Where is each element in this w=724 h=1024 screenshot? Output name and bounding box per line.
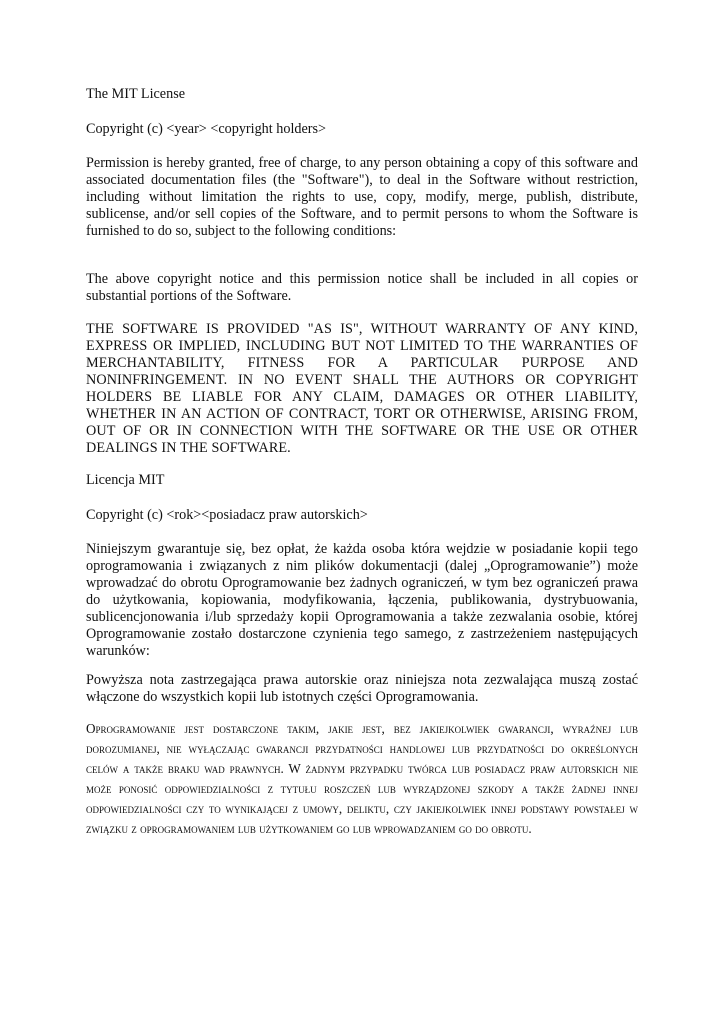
copyright-line-en: Copyright (c) <year> <copyright holders> — [86, 121, 327, 137]
disclaimer-paragraph-en: THE SOFTWARE IS PROVIDED "AS IS", WITHOUT WARRANTY OF ANY KIND, EXPRESS OR IMPLIED, INCLUDING BUT NOT LIMITED TO THE WARRANTIES OF MERCHANTABILITY, FITNESS FOR A PARTICULAR PURPOSE AND NONINFRINGEMENT. IN NO EVENT SHALL THE AUTHORS OR COPYRIGHT HOLDERS BE LIABLE FOR ANY CLAIM, DAMAGES OR OTHER LIABILITY, WHETHER IN AN ACTION OF CONTRACT, TORT OR OTHERWISE, ARISING FROM, OUT OF OR IN CONNECTION WITH THE SOFTWARE OR THE USE OR OTHER DEALINGS IN THE SOFTWARE. — [86, 321, 638, 456]
disclaimer-paragraph-pl: Oprogramowanie jest dostarczone takim, jakie jest, bez jakiejkolwiek gwarancji, wyraźnej lub dorozumianej, nie wyłączając gwarancji przydatności handlowej lub przydatności do określonych celów a także braku wad prawnych. W żadnym przypadku twórca lub posiadacz praw autorskich nie może ponosić odpowiedzialności z tytułu roszczeń lub wyrządzonej szkody a także żadnej innej odpowiedzialności czy to wynikającej z umowy, deliktu, czy jakiejkolwiek innej podstawy powstałej w związku z oprogramowaniem lub użytkowaniem go lub wprowadzaniem go do obrotu. — [86, 721, 638, 836]
notice-paragraph-pl: Powyższa nota zastrzegająca prawa autorskie oraz niniejsza nota zezwalająca muszą zostać włączone do wszystkich kopii lub istotnych części Oprogramowania. — [86, 672, 638, 705]
notice-paragraph-en: The above copyright notice and this permission notice shall be included in all copies or substantial portions of the Software. — [86, 271, 638, 304]
permission-paragraph-en: Permission is hereby granted, free of charge, to any person obtaining a copy of this software and associated documentation files (the "Software"), to deal in the Software without restriction, including without limitation the rights to use, copy, modify, merge, publish, distribute, sublicense, and/or sell copies of the Software, and to permit persons to whom the Software is furnished to do so, subject to the following conditions: — [86, 155, 638, 239]
copyright-line-pl: Copyright (c) <rok><posiadacz praw autorskich> — [86, 507, 368, 523]
permission-paragraph-pl: Niniejszym gwarantuje się, bez opłat, że każda osoba która wejdzie w posiadanie kopii tego oprogramowania i związanych z nim plików dokumentacji (dalej „Oprogramowanie”) może wprowadzać do obrotu Oprogramowanie bez żadnych ograniczeń, w tym bez ograniczeń prawa do użytkowania, kopiowania, modyfikowania, łączenia, publikowania, dystrybuowania, sublicencjonowania i/lub sprzedaży kopii Oprogramowania a także zezwalania osobie, której Oprogramowanie zostało dostarczone czynienia tego samego, z zastrzeżeniem następujących warunków: — [86, 541, 638, 659]
mit-license-title: The MIT License — [86, 86, 186, 102]
mit-license-title-pl: Licencja MIT — [86, 472, 165, 488]
